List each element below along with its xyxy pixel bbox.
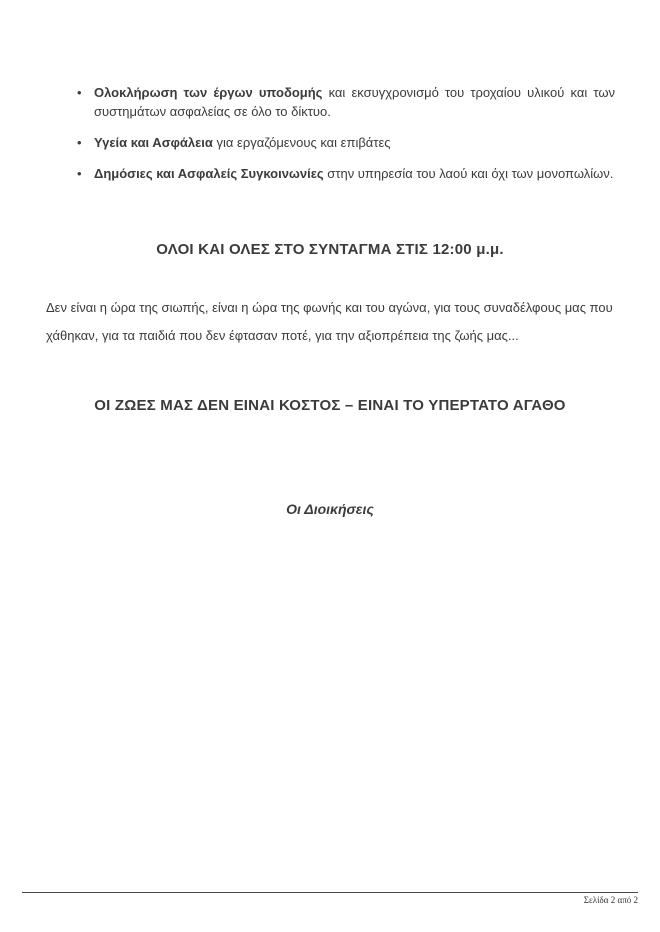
rally-heading: ΟΛΟΙ ΚΑΙ ΟΛΕΣ ΣΤΟ ΣΥΝΤΑΓΜΑ ΣΤΙΣ 12:00 μ.μ. — [156, 241, 504, 258]
page-number-label: Σελίδα 2 από 2 — [583, 895, 638, 905]
bullet-body-text: και εκσυγχρονισμό του τροχαίου υλικού και των συστημάτων ασφαλείας σε όλο το δίκτυο. — [94, 85, 615, 119]
body-paragraph: Δεν είναι η ώρα της σιωπής, είναι η ώρα της φωνής και του αγώνα, για τους συναδέλφους μας που χάθηκαν, για τα παιδιά που δεν έφτασαν ποτέ, για την αξιοπρέπεια της ζωής μας... — [46, 300, 613, 343]
bullet-list — [75, 83, 615, 195]
bullet-body-text: στην υπηρεσία του λαού και όχι των μονοπωλίων. — [323, 166, 614, 181]
list-item — [75, 83, 615, 121]
footer-divider — [22, 892, 638, 893]
list-item — [75, 164, 615, 183]
signoff-text: Οι Διοικήσεις — [286, 501, 374, 517]
slogan-heading: ΟΙ ΖΩΕΣ ΜΑΣ ΔΕΝ ΕΙΝΑΙ ΚΟΣΤΟΣ – ΕΙΝΑΙ ΤΟ ΥΠΕΡΤΑΤΟ ΑΓΑΘΟ — [94, 397, 566, 414]
bullet-bold-lead: Ολοκλήρωση των έργων υποδομής — [94, 85, 323, 100]
bullet-bold-lead: Δημόσιες και Ασφαλείς Συγκοινωνίες — [94, 166, 324, 181]
bullet-bold-lead: Υγεία και Ασφάλεια — [94, 135, 213, 150]
list-item — [75, 133, 615, 152]
bullet-body-text: για εργαζόμενους και επιβάτες — [212, 135, 391, 150]
